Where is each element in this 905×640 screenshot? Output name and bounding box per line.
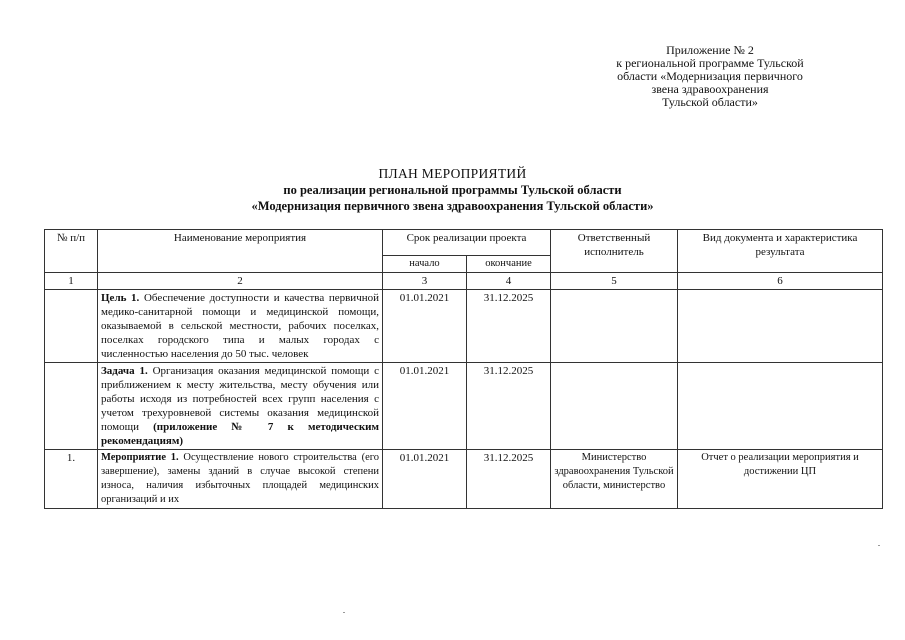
row-number bbox=[45, 290, 98, 363]
row-result bbox=[678, 290, 883, 363]
row-text: Организация оказания медицинской помощи с приближением к месту жительства, месту обучения или работы исходя из потребностей всех групп населения с учетом трехуровневой системы оказания медицинской помощи bbox=[101, 365, 379, 433]
table-row-goal bbox=[45, 290, 883, 363]
row-label: Задача 1. bbox=[101, 365, 148, 377]
scan-speck bbox=[343, 612, 345, 613]
scan-speck bbox=[878, 545, 880, 546]
row-bold-tail: (приложение № 7 к методическим рекомендациям) bbox=[101, 421, 379, 447]
row-start: 01.01.2021 bbox=[383, 290, 467, 363]
appendix-line: к региональной программе Тульской bbox=[616, 56, 804, 70]
row-label: Цель 1. bbox=[101, 292, 140, 304]
appendix-line: Тульской области» bbox=[662, 95, 758, 109]
row-end: 31.12.2025 bbox=[467, 363, 551, 450]
title-main: ПЛАН МЕРОПРИЯТИЙ bbox=[378, 166, 527, 181]
column-index: 4 bbox=[467, 273, 551, 290]
column-index: 2 bbox=[98, 273, 383, 290]
row-start: 01.01.2021 bbox=[383, 450, 467, 509]
row-result bbox=[678, 363, 883, 450]
table-row-activity bbox=[45, 450, 883, 509]
header-executor: Ответственный исполнитель bbox=[551, 230, 678, 273]
row-text: Осуществление нового строительства (его завершение), замены зданий в случае высокой степени износа, наличия избыточных площадей медицинских организаций и их bbox=[101, 452, 380, 505]
header-result: Вид документа и характеристика результата bbox=[678, 230, 883, 273]
plan-table bbox=[44, 229, 883, 509]
header-num: № п/п bbox=[45, 230, 98, 273]
title-subtitle-2: «Модернизация первичного звена здравоохранения Тульской области» bbox=[251, 199, 654, 213]
row-number: 1. bbox=[45, 450, 98, 509]
row-executor bbox=[551, 290, 678, 363]
header-end: окончание bbox=[467, 256, 551, 273]
row-text: Обеспечение доступности и качества первичной медико-санитарной помощи и медицинской помощи, оказываемой в сельской местности, рабочих поселках, поселках городского типа и малых городах с численностью населения до 50 тыс. человек bbox=[101, 292, 379, 360]
row-start: 01.01.2021 bbox=[383, 363, 467, 450]
column-index: 3 bbox=[383, 273, 467, 290]
column-index-row bbox=[45, 273, 883, 290]
title-subtitle-1: по реализации региональной программы Тульской области bbox=[283, 183, 622, 197]
column-index: 5 bbox=[551, 273, 678, 290]
row-number bbox=[45, 363, 98, 450]
appendix-line: звена здравоохранения bbox=[651, 82, 769, 96]
row-end: 31.12.2025 bbox=[467, 450, 551, 509]
row-executor bbox=[551, 363, 678, 450]
header-name: Наименование мероприятия bbox=[98, 230, 383, 273]
column-index: 1 bbox=[45, 273, 98, 290]
column-index: 6 bbox=[678, 273, 883, 290]
document-title bbox=[0, 166, 905, 214]
appendix-line: области «Модернизация первичного bbox=[617, 69, 803, 83]
row-label: Мероприятие 1. bbox=[101, 452, 179, 463]
row-description bbox=[98, 450, 383, 509]
header-start: начало bbox=[383, 256, 467, 273]
header-period: Срок реализации проекта bbox=[383, 230, 551, 256]
row-end: 31.12.2025 bbox=[467, 290, 551, 363]
appendix-header bbox=[560, 44, 860, 109]
row-description bbox=[98, 290, 383, 363]
row-result: Отчет о реализации мероприятия и достижении ЦП bbox=[678, 450, 883, 509]
row-executor: Министерство здравоохранения Тульской области, министерство bbox=[551, 450, 678, 509]
appendix-line: Приложение № 2 bbox=[666, 43, 754, 57]
row-description bbox=[98, 363, 383, 450]
table-row-task bbox=[45, 363, 883, 450]
